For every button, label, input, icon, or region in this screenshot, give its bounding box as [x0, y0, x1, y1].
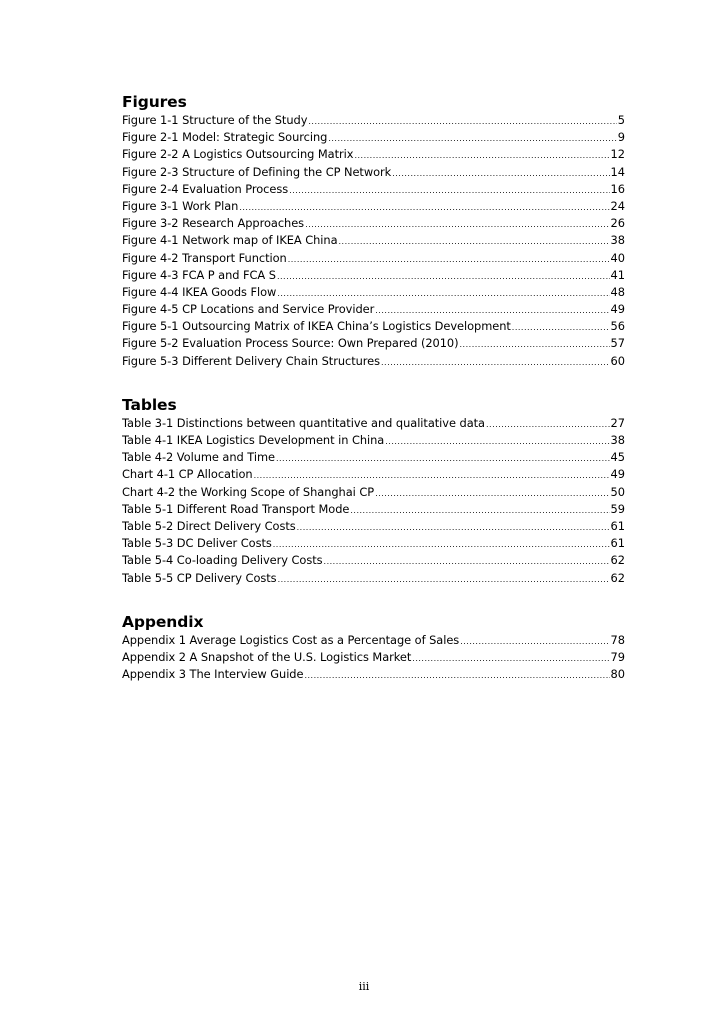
toc-entry[interactable] — [122, 632, 625, 649]
appendix-section — [122, 612, 625, 684]
toc-entry[interactable] — [122, 570, 625, 587]
toc-entry-label: Figure 4-2 Transport Function — [122, 250, 287, 265]
toc-entry-page: 50 — [610, 484, 625, 499]
toc-entry-page: 48 — [610, 284, 625, 299]
dot-leader — [460, 336, 610, 352]
toc-entry[interactable] — [122, 649, 625, 666]
toc-entry-page: 78 — [610, 632, 625, 647]
toc-entry-page: 38 — [610, 433, 625, 447]
toc-entry-page: 16 — [610, 181, 625, 196]
dot-leader — [277, 268, 610, 284]
toc-entry-label: Appendix 1 Average Logistics Cost as a Percentage of Sales — [122, 632, 460, 647]
toc-entry-page: 27 — [610, 415, 625, 430]
toc-entry-page: 56 — [610, 319, 625, 334]
toc-entry-page: 60 — [610, 353, 625, 368]
dot-leader — [276, 450, 610, 466]
toc-entry-page: 79 — [610, 649, 625, 664]
toc-entry[interactable] — [122, 484, 625, 501]
toc-entry-page: 5 — [617, 113, 625, 127]
dot-leader — [350, 502, 609, 518]
toc-entry[interactable] — [122, 432, 625, 449]
toc-entry-page: 62 — [610, 553, 625, 568]
dot-leader — [288, 251, 610, 267]
dot-leader — [308, 113, 616, 129]
toc-entry-page: 12 — [610, 147, 625, 162]
toc-entry-label: Table 4-1 IKEA Logistics Development in China — [122, 433, 385, 447]
dot-leader — [297, 519, 610, 535]
toc-entry-label: Figure 5-2 Evaluation Process Source: Own Prepared (2010) — [122, 336, 459, 351]
page-number: iii — [358, 980, 370, 993]
toc-entry-label: Figure 5-3 Different Delivery Chain Structures — [122, 353, 381, 368]
dot-leader — [239, 199, 609, 215]
section-title-figures: Figures — [122, 93, 187, 111]
toc-entry[interactable] — [122, 112, 625, 129]
appendix-list — [122, 632, 625, 684]
dot-leader — [273, 536, 610, 552]
dot-leader — [328, 130, 616, 146]
dot-leader — [254, 467, 610, 483]
toc-entry[interactable] — [122, 198, 625, 215]
toc-entry[interactable] — [122, 552, 625, 569]
toc-entry[interactable] — [122, 666, 625, 683]
toc-entry-label: Figure 4-4 IKEA Goods Flow — [122, 284, 277, 299]
dot-leader — [486, 416, 610, 432]
dot-leader — [412, 650, 609, 666]
toc-entry-label: Table 5-4 Co-loading Delivery Costs — [122, 553, 323, 568]
toc-entry-page: 80 — [610, 667, 625, 682]
toc-page — [122, 92, 625, 683]
dot-leader — [278, 571, 610, 587]
toc-entry[interactable] — [122, 335, 625, 352]
toc-entry-label: Chart 4-1 CP Allocation — [122, 467, 253, 482]
dot-leader — [289, 182, 609, 198]
toc-entry[interactable] — [122, 466, 625, 483]
section-title-tables: Tables — [122, 395, 177, 414]
toc-entry-label: Table 3-1 Distinctions between quantitative and qualitative data — [122, 415, 485, 430]
toc-entry-page: 9 — [617, 130, 625, 145]
toc-entry[interactable] — [122, 215, 625, 232]
section-title-appendix: Appendix — [122, 612, 204, 631]
toc-entry-label: Table 5-1 Different Road Transport Mode — [122, 501, 350, 516]
toc-entry[interactable] — [122, 535, 625, 552]
toc-entry-label: Figure 2-1 Model: Strategic Sourcing — [122, 130, 328, 145]
toc-entry[interactable] — [122, 267, 625, 284]
toc-entry-page: 26 — [610, 216, 625, 231]
toc-entry[interactable] — [122, 232, 625, 249]
dot-leader — [324, 553, 610, 569]
toc-entry[interactable] — [122, 415, 625, 432]
toc-entry-label: Figure 3-2 Research Approaches — [122, 216, 305, 231]
toc-entry[interactable] — [122, 301, 625, 318]
toc-entry-page: 59 — [610, 501, 625, 516]
toc-entry[interactable] — [122, 146, 625, 163]
toc-entry[interactable] — [122, 353, 625, 370]
dot-leader — [304, 667, 609, 683]
dot-leader — [375, 302, 609, 318]
dot-leader — [385, 433, 609, 449]
toc-entry-label: Table 5-2 Direct Delivery Costs — [122, 518, 296, 533]
toc-entry-page: 38 — [610, 233, 625, 248]
toc-entry[interactable] — [122, 164, 625, 181]
toc-entry[interactable] — [122, 181, 625, 198]
toc-entry-page: 49 — [610, 467, 625, 482]
toc-entry-label: Figure 4-5 CP Locations and Service Provider — [122, 302, 375, 317]
toc-entry-label: Figure 2-3 Structure of Defining the CP Network — [122, 164, 392, 179]
toc-entry-label: Figure 2-4 Evaluation Process — [122, 181, 289, 196]
toc-entry-label: Figure 3-1 Work Plan — [122, 198, 239, 213]
figures-section — [122, 92, 625, 370]
toc-entry-page: 61 — [610, 518, 625, 533]
toc-entry-page: 24 — [610, 198, 625, 213]
toc-entry[interactable] — [122, 501, 625, 518]
toc-entry-page: 14 — [610, 164, 625, 179]
toc-entry-label: Figure 4-1 Network map of IKEA China — [122, 233, 338, 248]
toc-entry-label: Figure 5-1 Outsourcing Matrix of IKEA China’s Logistics Development — [122, 319, 511, 334]
toc-entry-page: 40 — [610, 250, 625, 265]
dot-leader — [392, 165, 609, 181]
toc-entry-label: Figure 1-1 Structure of the Study — [122, 113, 308, 127]
toc-entry-page: 41 — [610, 267, 625, 282]
toc-entry-label: Chart 4-2 the Working Scope of Shanghai CP — [122, 484, 375, 499]
toc-entry-label: Table 4-2 Volume and Time — [122, 450, 275, 465]
dot-leader — [512, 319, 610, 335]
toc-entry[interactable] — [122, 518, 625, 535]
dot-leader — [277, 285, 609, 301]
toc-entry-page: 45 — [610, 450, 625, 465]
tables-section — [122, 395, 625, 587]
dot-leader — [339, 233, 610, 249]
toc-entry-label: Figure 4-3 FCA P and FCA S — [122, 267, 276, 282]
toc-entry-label: Figure 2-2 A Logistics Outsourcing Matrix — [122, 147, 354, 162]
dot-leader — [305, 216, 609, 232]
dot-leader — [460, 633, 609, 649]
toc-entry[interactable] — [122, 129, 625, 146]
toc-entry-label: Appendix 2 A Snapshot of the U.S. Logistics Market — [122, 649, 412, 664]
tables-list — [122, 415, 625, 587]
toc-entry[interactable] — [122, 318, 625, 335]
dot-leader — [375, 485, 609, 501]
dot-leader — [354, 147, 609, 163]
dot-leader — [381, 354, 609, 370]
toc-entry-label: Table 5-5 CP Delivery Costs — [122, 570, 277, 585]
toc-entry[interactable] — [122, 449, 625, 466]
toc-entry-page: 62 — [610, 570, 625, 585]
figures-list — [122, 112, 625, 370]
toc-entry-label: Appendix 3 The Interview Guide — [122, 667, 304, 682]
toc-entry[interactable] — [122, 250, 625, 267]
toc-entry-page: 49 — [610, 302, 625, 317]
toc-entry-page: 61 — [610, 536, 625, 551]
toc-entry[interactable] — [122, 284, 625, 301]
toc-entry-page: 57 — [610, 336, 625, 351]
toc-entry-label: Table 5-3 DC Deliver Costs — [122, 536, 272, 551]
